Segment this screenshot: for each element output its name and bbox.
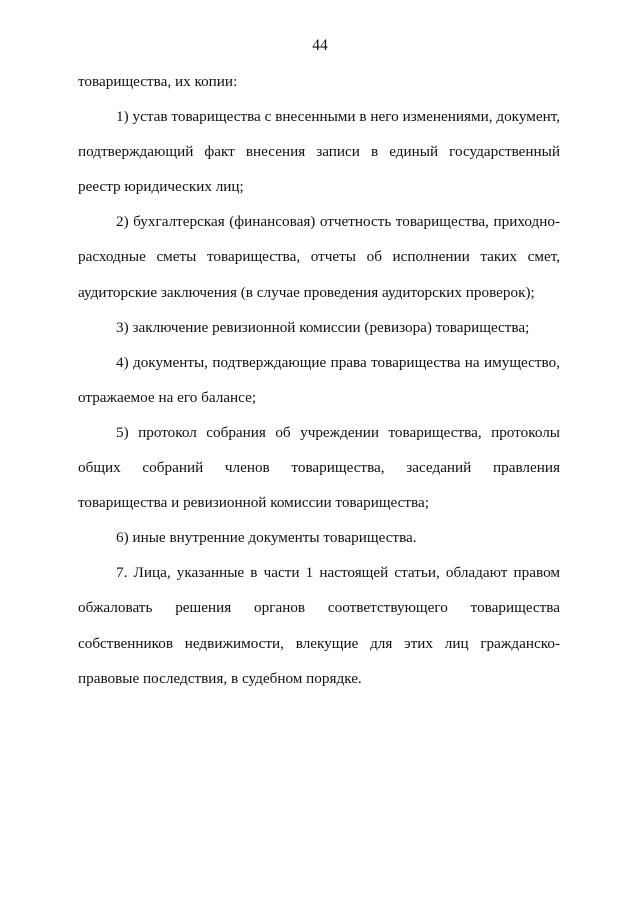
list-item-2: 2) бухгалтерская (финансовая) отчетность товарищества, приходно-расходные сметы товарищества, отчеты об исполнении таких смет, аудиторские заключения (в случае проведения аудиторских проверок);	[78, 213, 560, 301]
paragraph-continuation: товарищества, их копии:	[78, 73, 238, 90]
list-item-1: 1) устав товарищества с внесенными в него изменениями, документ, подтверждающий факт внесения записи в единый государственный реестр юридических лиц;	[78, 108, 560, 196]
list-item-6: 6) иные внутренние документы товарищества.	[116, 529, 417, 547]
document-body	[78, 64, 560, 696]
list-item-4: 4) документы, подтверждающие права товарищества на имущество, отражаемое на его балансе;	[78, 353, 560, 406]
page-number: 44	[312, 37, 328, 54]
list-item-5: 5) протокол собрания об учреждении товарищества, протоколы общих собраний членов товарищества, заседаний правления товарищества и ревизионной комиссии товарищества;	[78, 423, 560, 512]
paragraph-7: 7. Лица, указанные в части 1 настоящей статьи, обладают правом обжаловать решения органов соответствующего товарищества собственников недвижимости, влекущие для этих лиц гражданско-правовые последствия, в судебном порядке.	[78, 564, 560, 687]
list-item-3: 3) заключение ревизионной комиссии (ревизора) товарищества;	[116, 318, 530, 336]
